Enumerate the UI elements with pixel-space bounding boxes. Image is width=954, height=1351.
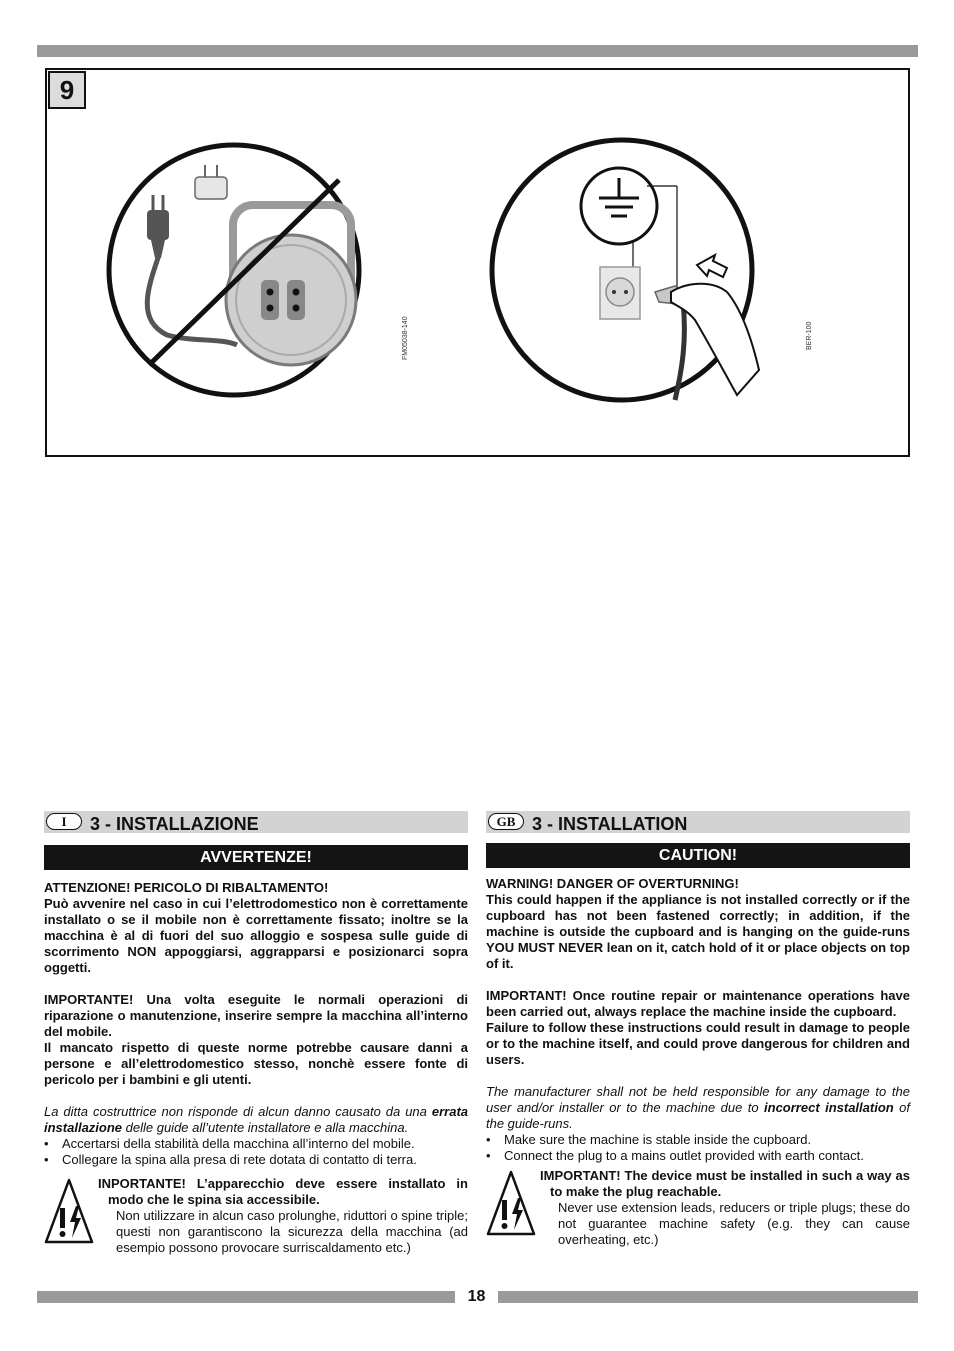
list-item: • Collegare la spina alla presa di rete dotata di contatto di terra. bbox=[44, 1152, 468, 1168]
consequence-paragraph: Failure to follow these instructions could result in damage to people or to the machine itself, and could prove dangerous for children and users. bbox=[486, 1020, 910, 1067]
warning-electric-icon bbox=[44, 1178, 94, 1244]
list-item: • Make sure the machine is stable inside the cupboard. bbox=[486, 1132, 910, 1148]
danger-paragraph: This could happen if the appliance is not installed correctly or if the cupboard has not been fastened correctly; in addition, if the machine is outside the cupboard and is hanging on the guide-runs YOU MUST NEVER lean on it, catch hold of it or place objects on top of it. bbox=[486, 892, 910, 971]
important-paragraph: IMPORTANT! Once routine repair or maintenance operations have been carried out, always replace the machine inside the cupboard. bbox=[486, 988, 910, 1019]
section-header bbox=[44, 811, 468, 833]
disclaimer-text-end: delle guide all’utente installatore e alla macchina. bbox=[122, 1120, 409, 1135]
important-detail-text: Never use extension leads, reducers or triple plugs; these do not guarantee machine safety (e.g. they can cause overheating, etc.) bbox=[558, 1200, 910, 1247]
warning-electric-icon bbox=[486, 1170, 536, 1236]
list-item: • Accertarsi della stabilità della macchina all’interno del mobile. bbox=[44, 1136, 468, 1152]
warning-bar: AVVERTENZE! bbox=[44, 845, 468, 870]
danger-heading: WARNING! DANGER OF OVERTURNING! bbox=[486, 876, 739, 891]
earthed-socket-illustration bbox=[492, 140, 759, 400]
disclaimer-emphasis: errata installazione bbox=[44, 1104, 468, 1135]
figure-code-left: FM05038-140 bbox=[402, 316, 409, 360]
warning-bar: CAUTION! bbox=[486, 843, 910, 868]
section-title: 3 - INSTALLATION bbox=[532, 814, 688, 834]
figure-code-right: BER-100 bbox=[806, 321, 813, 350]
footer-rule-left bbox=[37, 1291, 455, 1303]
disclaimer-paragraph bbox=[44, 1104, 468, 1136]
language-badge: I bbox=[46, 813, 82, 830]
consequence-paragraph: Il mancato rispetto di queste norme potrebbe causare danni a persone e all’elettrodomestico stesso, nonchè essere fonte di pericolo per i bambini e gli utenti. bbox=[44, 1040, 468, 1087]
important-bold-text: INPORTANTE! L’apparecchio deve essere installato in modo che le spina sia accessibile. bbox=[98, 1176, 468, 1207]
disclaimer-text: The manufacturer shall not be held responsible for any damage to the user and/or installer or to the machine due to bbox=[486, 1084, 910, 1115]
language-badge: GB bbox=[488, 813, 524, 830]
danger-paragraph: Può avvenire nel caso in cui l’elettrodomestico non è correttamente installato o se il mobile non è correttamente fissato; inoltre se la macchina è al di fuori del suo alloggio e sospesa sulle guide di scorrimento NON appoggiarsi, aggrapparsi e posizionarci sopra oggetti. bbox=[44, 896, 468, 975]
section-header bbox=[486, 811, 910, 833]
important-detail-text: Non utilizzare in alcun caso prolunghe, riduttori o spine triple; questi non garantiscono la sicurezza della macchina (ad esempio possono provocare surriscaldamento etc.) bbox=[116, 1208, 468, 1255]
figure-9 bbox=[45, 68, 910, 457]
disclaimer-text: La ditta costruttrice non risponde di alcun danno causato da una bbox=[44, 1104, 432, 1119]
footer-rule-right bbox=[498, 1291, 918, 1303]
disclaimer-paragraph bbox=[486, 1084, 910, 1132]
page-number: 18 bbox=[467, 1288, 486, 1305]
danger-heading: ATTENZIONE! PERICOLO DI RIBALTAMENTO! bbox=[44, 880, 329, 895]
list-item: • Connect the plug to a mains outlet provided with earth contact. bbox=[486, 1148, 910, 1164]
important-bold-text: IMPORTANT! The device must be installed in such a way as to make the plug reachable. bbox=[540, 1168, 910, 1199]
important-notice bbox=[44, 1176, 468, 1256]
italian-column bbox=[44, 811, 468, 1256]
figure-illustration bbox=[47, 70, 908, 455]
important-notice bbox=[486, 1168, 910, 1248]
important-paragraph: IMPORTANTE! Una volta eseguite le normali operazioni di riparazione o manutenzione, inserire sempre la macchina all’interno del mobile. bbox=[44, 992, 468, 1039]
section-title: 3 - INSTALLAZIONE bbox=[90, 814, 259, 834]
top-rule bbox=[37, 45, 918, 57]
no-extension-lead-illustration bbox=[109, 145, 359, 395]
disclaimer-text-end: of the guide-runs. bbox=[486, 1100, 910, 1131]
disclaimer-emphasis: incorrect installation bbox=[764, 1100, 894, 1115]
figure-number: 9 bbox=[48, 71, 86, 109]
english-column bbox=[486, 811, 910, 1248]
